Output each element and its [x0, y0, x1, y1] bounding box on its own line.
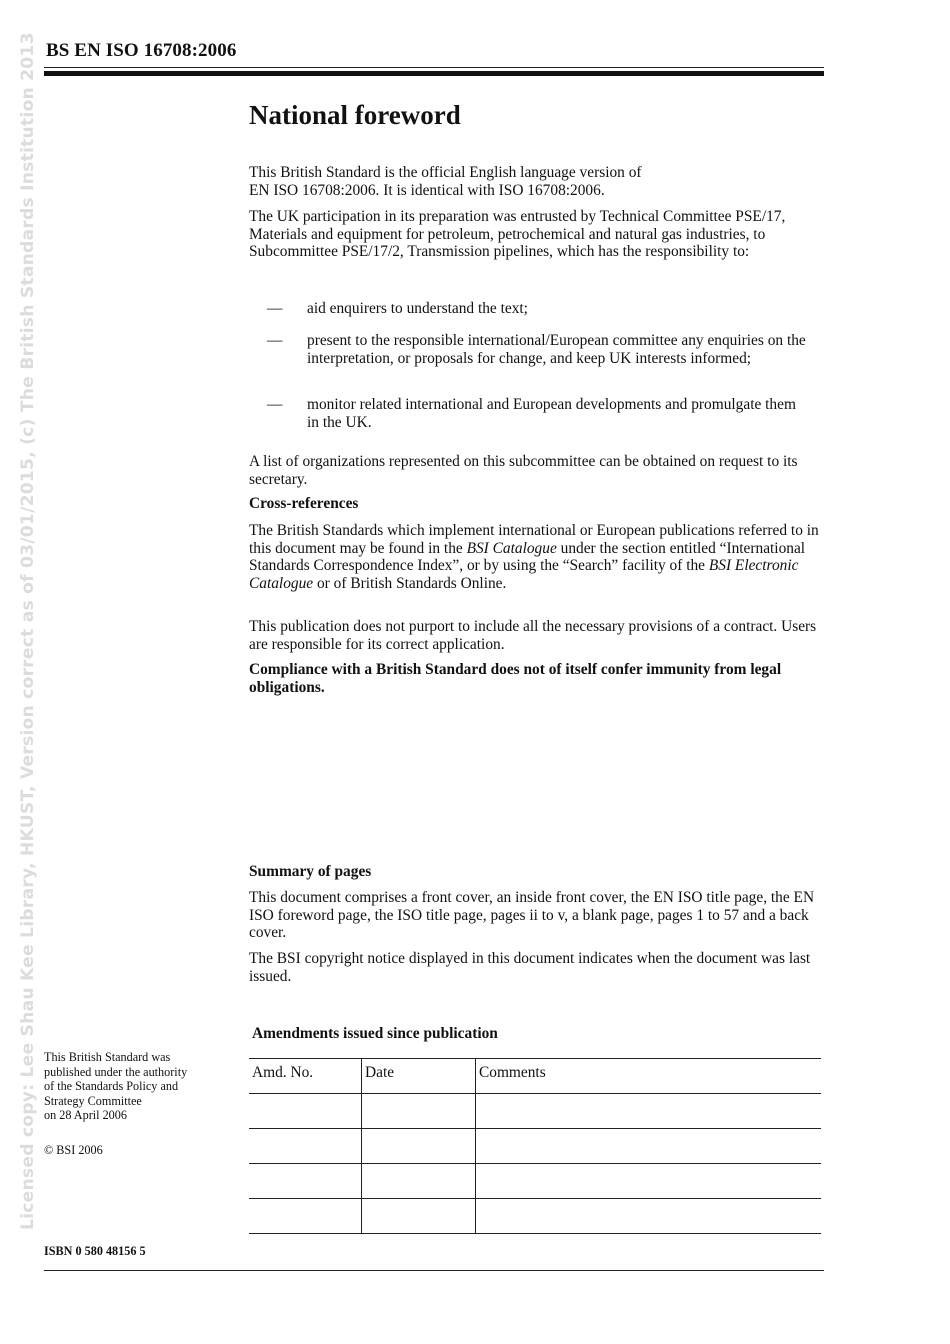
bullet-dash: —	[267, 396, 283, 413]
copyright-notice-paragraph: The BSI copyright notice displayed in this document indicates when the document was last issued.	[249, 950, 811, 985]
column-header-date: Date	[362, 1059, 476, 1094]
summary-of-pages-heading: Summary of pages	[249, 863, 372, 880]
bullet-text: monitor related international and European developments and promulgate them in the UK.	[307, 396, 796, 431]
page-title: National foreword	[249, 100, 461, 130]
table-header-row	[249, 1059, 821, 1094]
cross-references-heading: Cross-references	[249, 495, 359, 512]
publication-authority-note: This British Standard was published under the authority of the Standards Policy and Strategy Committee on 28 April 2006	[44, 1050, 188, 1123]
organizations-paragraph: A list of organizations represented on this subcommittee can be obtained on request to its secretary.	[249, 453, 798, 488]
compliance-statement: Compliance with a British Standard does not of itself confer immunity from legal obligations.	[249, 661, 782, 696]
table-row	[249, 1164, 821, 1199]
intro-line-1: This British Standard is the official English language version of	[249, 164, 642, 181]
amendments-heading: Amendments issued since publication	[252, 1025, 498, 1042]
bullet-dash: —	[267, 300, 283, 317]
bullet-text: present to the responsible international/European committee any enquiries on the interpretation, or proposals for change, and keep UK interests informed;	[307, 332, 806, 367]
table-row	[249, 1094, 821, 1129]
license-watermark: Licensed copy: Lee Shau Kee Library, HKUST, Version correct as of 03/01/2015, (c) The British Standards Institution 2013	[18, 32, 38, 1230]
provisions-paragraph: This publication does not purport to include all the necessary provisions of a contract. Users are responsible for its correct application.	[249, 618, 817, 653]
table-row	[249, 1129, 821, 1164]
copyright-line: © BSI 2006	[44, 1143, 103, 1157]
document-id: BS EN ISO 16708:2006	[46, 40, 237, 61]
bsi-electronic-catalogue-title: BSI Electronic Catalogue	[249, 557, 799, 592]
intro-line-2: EN ISO 16708:2006. It is identical with ISO 16708:2006.	[249, 181, 605, 199]
isbn: ISBN 0 580 48156 5	[44, 1244, 146, 1258]
bullet-text: aid enquirers to understand the text;	[307, 300, 528, 317]
intro-paragraph	[249, 164, 823, 199]
header-rule-thin	[44, 67, 824, 68]
summary-of-pages-paragraph: This document comprises a front cover, an inside front cover, the EN ISO title page, the EN ISO foreword page, the ISO title page, pages ii to v, a blank page, pages 1 to 57 and a back cover.	[249, 889, 815, 942]
header-rule-thick	[44, 71, 824, 76]
bullet-dash: —	[267, 332, 283, 349]
table-row	[249, 1199, 821, 1234]
participation-paragraph: The UK participation in its preparation was entrusted by Technical Committee PSE/17, Materials and equipment for petroleum, petrochemical and natural gas industries, to Subcommittee PSE/17/2, Transmission pipelines, which has the responsibility to:	[249, 208, 786, 261]
column-header-comments: Comments	[476, 1059, 822, 1094]
footer-rule	[44, 1270, 824, 1271]
bsi-catalogue-title: BSI Catalogue	[466, 539, 557, 557]
cross-references-paragraph: The British Standards which implement international or European publications referred to in this document may be found in the BSI Catalogue under the section entitled “International Standards Correspondence Index”, or by using the “Search” facility of the BSI Electronic Catalogue or of British Standards Online.	[249, 522, 819, 592]
amendments-table	[249, 1058, 821, 1234]
column-header-amd-no: Amd. No.	[249, 1059, 362, 1094]
